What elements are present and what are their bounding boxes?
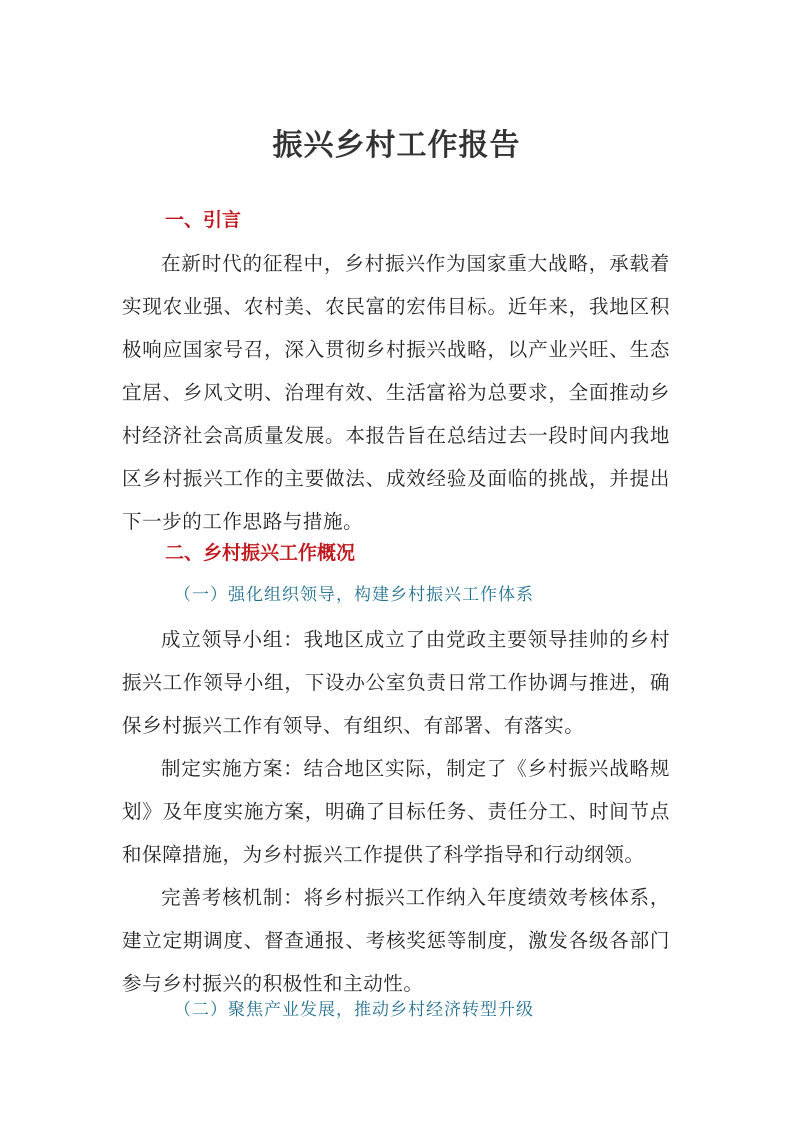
paragraph-assessment-mechanism: 完善考核机制：将乡村振兴工作纳入年度绩效考核体系，建立定期调度、督查通报、考核奖惩等制度，激发各级各部门参与乡村振兴的积极性和主动性。 bbox=[122, 886, 670, 995]
subsection-heading-industry: （二）聚焦产业发展，推动乡村经济转型升级 bbox=[174, 1000, 534, 1020]
subsection-heading-organization: （一）强化组织领导，构建乡村振兴工作体系 bbox=[174, 585, 534, 605]
section-heading-overview: 二、乡村振兴工作概况 bbox=[165, 542, 356, 564]
section-heading-intro: 一、引言 bbox=[165, 209, 242, 231]
document-title: 振兴乡村工作报告 bbox=[272, 128, 521, 163]
paragraph-leadership-group: 成立领导小组：我地区成立了由党政主要领导挂帅的乡村振兴工作领导小组，下设办公室负责日常工作协调与推进，确保乡村振兴工作有领导、有组织、有部署、有落实。 bbox=[122, 628, 670, 737]
intro-paragraph: 在新时代的征程中，乡村振兴作为国家重大战略，承载着实现农业强、农村美、农民富的宏伟目标。近年来，我地区积极响应国家号召，深入贯彻乡村振兴战略，以产业兴旺、生态宜居、乡风文明、治理有效、生活富裕为总要求，全面推动乡村经济社会高质量发展。本报告旨在总结过去一段时间内我地区乡村振兴工作的主要做法、成效经验及面临的挑战，并提出下一步的工作思路与措施。 bbox=[122, 252, 670, 533]
paragraph-implementation-plan: 制定实施方案：结合地区实际，制定了《乡村振兴战略规划》及年度实施方案，明确了目标任务、责任分工、时间节点和保障措施，为乡村振兴工作提供了科学指导和行动纲领。 bbox=[122, 757, 670, 866]
